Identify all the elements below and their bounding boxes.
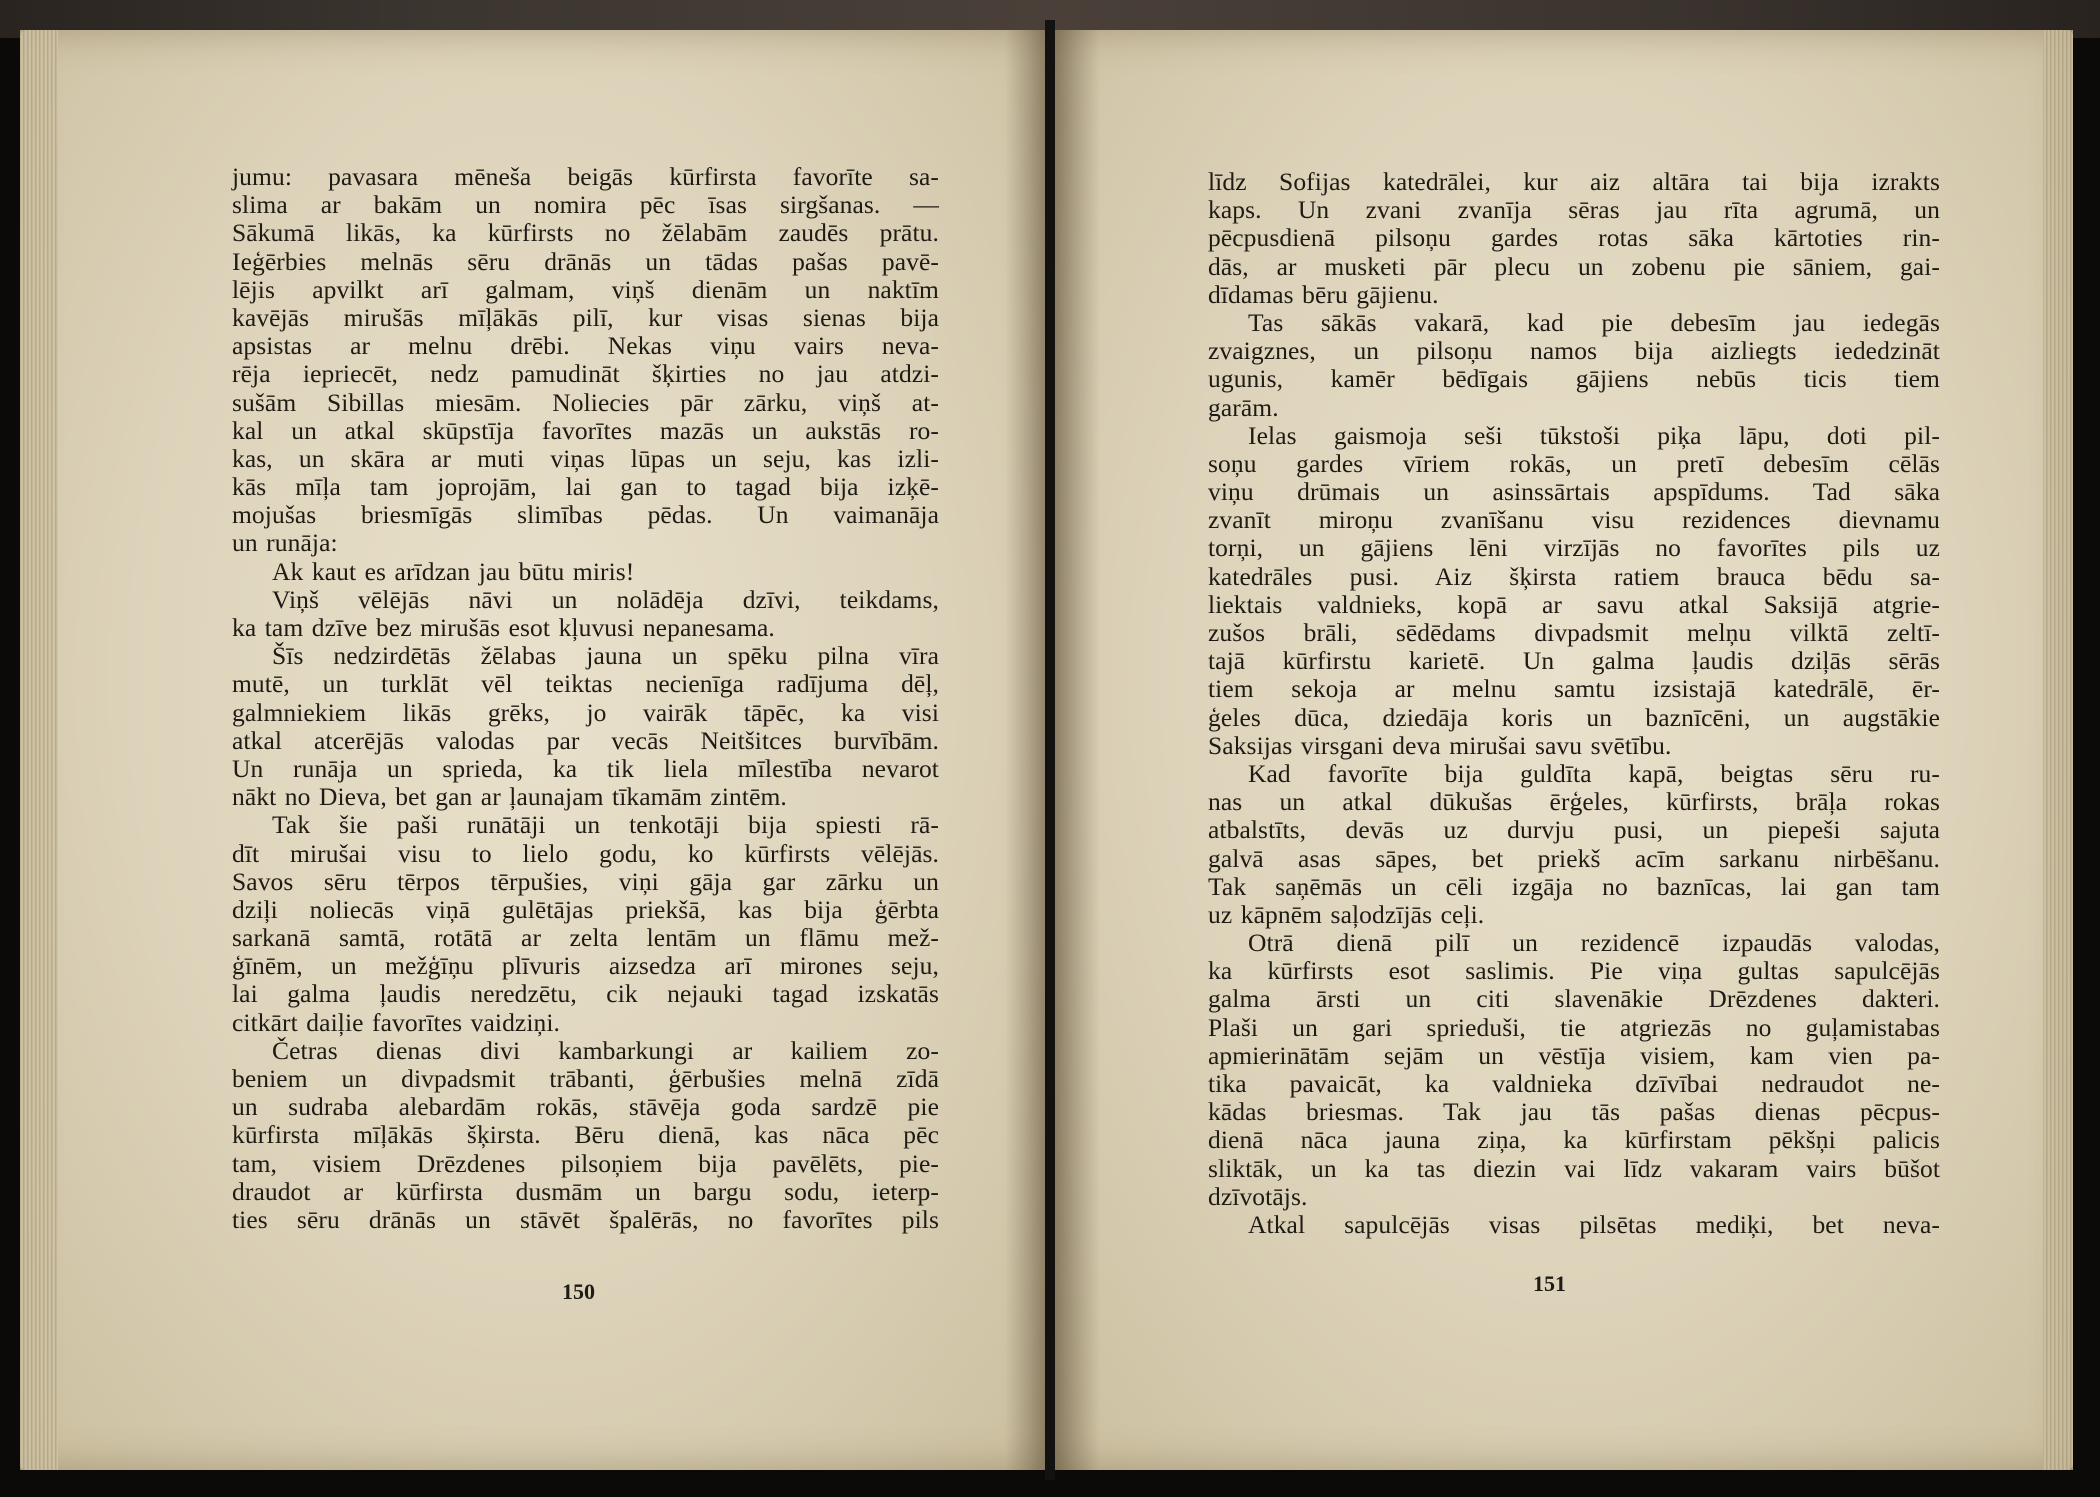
- left-page-number: 150: [562, 1279, 595, 1304]
- text-line: galvā asas sāpes, bet priekš acīm sarkanu nirbēšanu.: [1208, 843, 1940, 873]
- text-line: un sudraba alebardām rokās, stāvēja goda sardzē pie: [232, 1092, 939, 1122]
- text-line: Plaši un gari sprieduši, tie atgriezās no guļamistabas: [1208, 1012, 1940, 1042]
- text-line: pēcpusdienā pilsoņu gardes rotas sāka kārtoties rin-: [1208, 223, 1940, 253]
- text-line: Četras dienas divi kambarkungi ar kailiem zo-: [272, 1035, 939, 1065]
- text-line: dziļi noliecās viņā gulētājas priekšā, kas bija ģērbta: [232, 894, 939, 924]
- text-line: lējis apvilkt arī galmam, viņš dienām un naktīm: [232, 274, 939, 304]
- text-line: atbalstīts, devās uz durvju pusi, un piepeši sajuta: [1208, 815, 1940, 845]
- text-line: mojušas briesmīgās slimības pēdas. Un vaimanāja: [232, 500, 939, 530]
- text-line: tiem sekoja ar melnu samtu izsistajā katedrālē, ēr-: [1208, 674, 1940, 704]
- text-line: Ak kaut es arīdzan jau būtu miris!: [272, 556, 635, 586]
- text-line: galmniekiem likās grēks, jo vairāk tāpēc, ka visi: [232, 697, 939, 727]
- text-line: tajā kūrfirstu karietē. Un galma ļaudis dziļās sērās: [1208, 646, 1940, 676]
- text-line: Ielas gaismoja seši tūkstoši piķa lāpu, doti pil-: [1248, 420, 1940, 450]
- text-line: kūrfirsta mīļākās šķirsta. Bēru dienā, kas nāca pēc: [232, 1120, 939, 1150]
- left-page: [20, 30, 1045, 1470]
- text-line: mutē, un turklāt vēl teiktas necienīga radījuma dēļ,: [232, 669, 939, 699]
- text-line: ties sēru drānās un stāvēt špalērās, no favorītes pils: [232, 1204, 939, 1234]
- text-line: dās, ar musketi pār plecu un zobenu pie sāniem, gai-: [1208, 251, 1940, 281]
- text-line: Atkal sapulcējās visas pilsētas mediķi, bet neva-: [1248, 1209, 1940, 1239]
- text-line: Tas sākās vakarā, kad pie debesīm jau iedegās: [1248, 307, 1940, 337]
- text-line: Sākumā likās, ka kūrfirsts no žēlabām zaudēs prātu.: [232, 218, 939, 248]
- text-line: ka kūrfirsts esot saslimis. Pie viņa gultas sapulcējās: [1208, 956, 1940, 986]
- text-line: torņi, un gājiens lēni virzījās no favorītes pils uz: [1208, 533, 1940, 563]
- text-line: Tak saņēmās un cēli izgāja no baznīcas, lai gan tam: [1208, 871, 1940, 901]
- right-page: [1055, 30, 2073, 1470]
- text-line: ģīnēm, un mežģīņu plīvuris aizsedza arī mirones seju,: [232, 951, 939, 981]
- text-line: kavējās mirušās mīļākās pilī, kur visas sienas bija: [232, 302, 939, 332]
- text-line: jumu: pavasara mēneša beigās kūrfirsta favorīte sa-: [232, 162, 939, 191]
- text-line: līdz Sofijas katedrālei, kur aiz altāra tai bija izrakts: [1208, 167, 1940, 196]
- text-line: rēja iepriecēt, nedz pamudināt šķirties no jau atdzi-: [232, 359, 939, 389]
- text-line: kaps. Un zvani zvanīja sēras jau rīta agrumā, un: [1208, 195, 1940, 225]
- book-gutter: [1045, 20, 1055, 1480]
- text-line: katedrāles pusi. Aiz šķirsta ratiem brauca bēdu sa-: [1208, 561, 1940, 591]
- text-line: beniem un divpadsmit trābanti, ģērbušies melnā zīdā: [232, 1064, 939, 1093]
- right-page-number: 151: [1533, 1271, 1566, 1296]
- text-line: dienā nāca jauna ziņa, ka kūrfirstam pēkšņi palicis: [1208, 1125, 1940, 1155]
- text-line: ugunis, kamēr bēdīgais gājiens nebūs ticis tiem: [1208, 364, 1940, 394]
- text-line: tika pavaicāt, ka valdnieka dzīvībai nedraudot ne-: [1208, 1069, 1940, 1098]
- text-line: Savos sēru tērpos tērpušies, viņi gāja gar zārku un: [232, 866, 939, 896]
- right-page-body: [1208, 168, 1940, 1239]
- text-line: dīt mirušai visu to lielo godu, ko kūrfirsts vēlējās.: [232, 838, 939, 868]
- text-line: Viņš vēlējās nāvi un nolādēja dzīvi, teikdams,: [272, 584, 939, 614]
- text-line: lai galma ļaudis neredzētu, cik nejauki tagad izskatās: [232, 979, 939, 1009]
- left-page-body: [232, 163, 939, 1234]
- text-line: atkal atcerējās valodas par vecās Neitšitces burvībām.: [232, 725, 939, 755]
- text-line: zvanīt miroņu zvanīšanu visu rezidences dievnamu: [1208, 505, 1940, 535]
- text-line: Ieģērbies melnās sēru drānās un tādas pašas pavē-: [232, 246, 939, 276]
- text-line: zušos brāli, sēdēdams divpadsmit melņu vilktā zeltī-: [1208, 618, 1940, 647]
- text-line: apsistas ar melnu drēbi. Nekas viņu vairs neva-: [232, 331, 939, 361]
- text-line: galma ārsti un citi slavenākie Drēzdenes dakteri.: [1208, 984, 1940, 1014]
- text-line: kās mīļa tam joprojām, lai gan to tagad bija izķē-: [232, 472, 939, 502]
- text-line: sušām Sibillas miesām. Noliecies pār zārku, viņš at-: [232, 387, 939, 417]
- text-line: nas un atkal dūkušas ērģeles, kūrfirsts, brāļa rokas: [1208, 787, 1940, 817]
- text-line: viņu drūmais un asinssārtais apspīdums. Tad sāka: [1208, 477, 1940, 507]
- text-line: Un runāja un sprieda, ka tik liela mīlestība nevarot: [232, 753, 939, 783]
- text-line: Otrā dienā pilī un rezidencē izpaudās valodas,: [1248, 928, 1940, 958]
- text-line: sliktāk, un ka tas diezin vai līdz vakaram vairs būšot: [1208, 1153, 1940, 1183]
- text-line: slima ar bakām un nomira pēc īsas sirgšanas. —: [232, 190, 939, 220]
- text-line: Saksijas virsgani deva mirušai savu svētību.: [1208, 730, 1672, 760]
- text-line: kal un atkal skūpstīja favorītes mazās un aukstās ro-: [232, 415, 939, 445]
- text-line: Kad favorīte bija guldīta kapā, beigtas sēru ru-: [1248, 758, 1940, 788]
- text-line: Šīs nedzirdētās žēlabas jauna un spēku pilna vīra: [272, 641, 939, 671]
- text-line: apmierinātām sejām un vēstīja visiem, kam vien pa-: [1208, 1040, 1940, 1070]
- text-line: dzīvotājs.: [1208, 1181, 1308, 1211]
- text-line: uz kāpnēm saļodzījās ceļi.: [1208, 899, 1485, 929]
- text-line: sarkanā samtā, rotātā ar zelta lentām un flāmu mež-: [232, 923, 939, 953]
- text-line: kādas briesmas. Tak jau tās pašas dienas pēcpus-: [1208, 1097, 1940, 1127]
- text-line: liektais valdnieks, kopā ar savu atkal Saksijā atgrie-: [1208, 589, 1940, 619]
- text-line: garām.: [1208, 392, 1279, 422]
- text-line: ģeles dūca, dziedāja koris un baznīcēni, un augstākie: [1208, 702, 1940, 732]
- text-line: zvaigznes, un pilsoņu namos bija aizliegts iededzināt: [1208, 336, 1940, 366]
- text-line: ka tam dzīve bez mirušās esot kļuvusi nepanesama.: [232, 613, 775, 642]
- text-line: soņu gardes vīriem rokās, un pretī debesīm cēlās: [1208, 448, 1940, 478]
- text-line: tam, visiem Drēzdenes pilsoņiem bija pavēlēts, pie-: [232, 1148, 939, 1178]
- text-line: citkārt daiļie favorītes vaidziņi.: [232, 1007, 561, 1037]
- text-line: kas, un skāra ar muti viņas lūpas un seju, kas izli-: [232, 443, 939, 473]
- text-line: draudot ar kūrfirsta dusmām un bargu sodu, ieterp-: [232, 1176, 939, 1206]
- text-line: nākt no Dieva, bet gan ar ļaunajam tīkamām zintēm.: [232, 782, 787, 812]
- text-line: un runāja:: [232, 528, 338, 558]
- text-line: Tak šie paši runātāji un tenkotāji bija spiesti rā-: [272, 810, 939, 840]
- text-line: dīdamas bēru gājienu.: [1208, 279, 1439, 309]
